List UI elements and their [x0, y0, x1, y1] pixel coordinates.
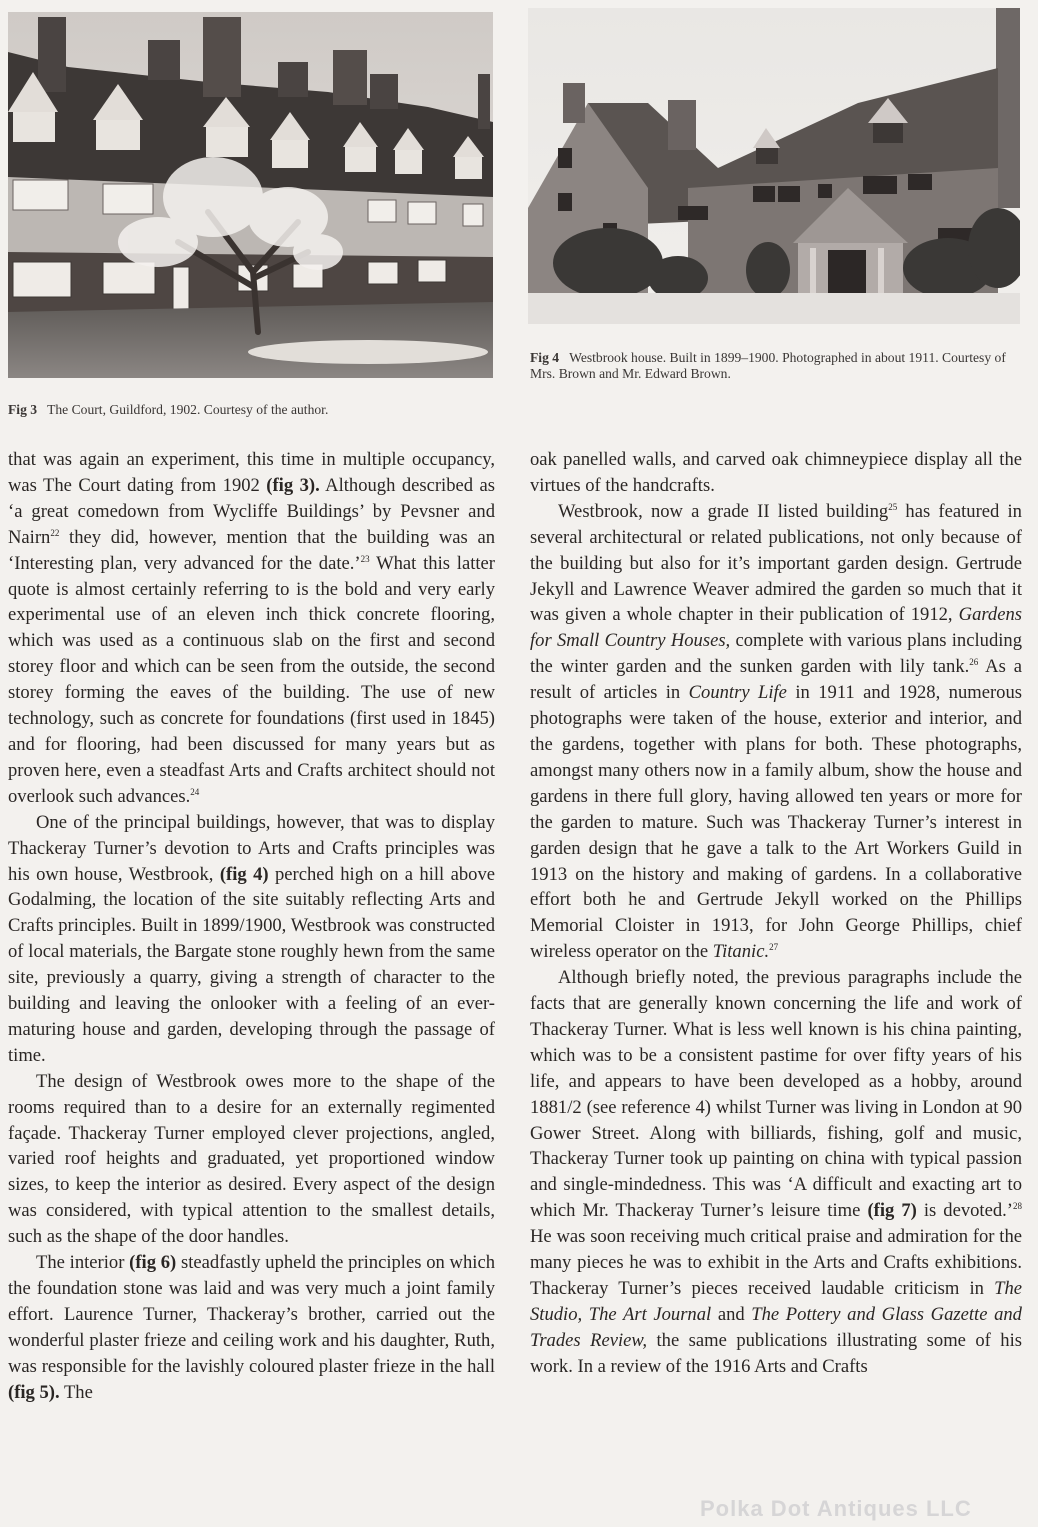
footnote-reference: 25	[888, 501, 898, 512]
right-paragraph-3	[530, 965, 1022, 1380]
figure-reference: (fig 7)	[867, 1200, 917, 1222]
footnote-reference: 26	[969, 657, 979, 668]
text-run: complete with various plans including the winter garden and the sunken garden with lily tank.	[530, 630, 1023, 678]
text-run: in 1911 and 1928, numerous photographs were taken of the house, exterior and interior, and the gardens, together with plans for both. These photographs, amongst many others now in a family album, show the house and gardens in there full glory, having allowed ten years or more for the garden to mature. Such was Thackeray Turner’s interest in garden design that he gave a talk to the Art Workers Guild in 1913 on the history and making of gardens. In a collaborative effort both he and Gertrude Jekyll worked on the Phillips Memorial Cloister in 1913, for John George Phillips, chief wireless operator on the	[530, 682, 1022, 963]
fig4-caption-text: Westbrook house. Built in 1899–1900. Photographed in about 1911. Courtesy of Mrs. Brown and Mr. Edward Brown.	[530, 350, 1006, 381]
text-run: steadfastly upheld the principles on which the foundation stone was laid and was very much a joint family effort. Laurence Turner, Thackeray’s brother, carried out the wonderful plaster frieze and ceiling work and his daughter, Ruth, was responsible for the lavishly coloured plaster frieze in the hall	[8, 1252, 495, 1377]
figure-reference: (fig 4)	[219, 863, 269, 885]
publication-title: The Studio, The Art Journal	[530, 1278, 1022, 1325]
text-run: and	[711, 1303, 752, 1325]
figure-reference: (fig 6)	[129, 1252, 177, 1274]
text-run: One of the principal buildings, however, that was to display Thackeray Turner’s devotion to Arts and Crafts principles was his own house, Westbrook,	[8, 811, 495, 885]
publication-title: The Pottery and Glass Gazette and Trades Review,	[530, 1303, 1022, 1351]
publication-title: Country Life	[688, 682, 787, 704]
text-run: Although described as ‘a great comedown from Wycliffe Buildings’ by Pevsner and Nairn	[8, 474, 496, 548]
text-run: Westbrook, now a grade II listed building	[558, 500, 889, 522]
fig4-caption	[530, 350, 1010, 382]
left-paragraph-2	[8, 810, 495, 1069]
text-run: they did, however, mention that the building was an ‘Interesting plan, very advanced for the date.’	[8, 526, 495, 574]
text-run: He was soon receiving much critical praise and admiration for the many pieces he was to exhibit in the Arts and Crafts exhibitions. Thackeray Turner’s pieces received laudable criticism in	[530, 1226, 1022, 1299]
footnote-reference: 27	[769, 942, 779, 953]
left-column	[8, 447, 495, 1406]
text-run: perched high on a hill above Godalming, the location of the site suitably reflecting Arts and Crafts principles. Built in 1899/1900, Westbrook was constructed of local materials, the Bargate stone roughly hewn from the same site, previously a quarry, giving a strength of character to the building and leaving the onlooker with a feeling of an ever-maturing house and garden, developing through the passage of time.	[8, 863, 496, 1066]
text-run: the same publications illustrating some of his work. In a review of the 1916 Arts and Crafts	[530, 1329, 1023, 1377]
fig4-photo	[528, 8, 1020, 324]
text-run: The interior	[36, 1252, 130, 1274]
right-column	[530, 447, 1022, 1380]
text-run: What this latter quote is almost certainly referring to is the bold and very early experimental use of an eleven inch thick concrete flooring, which was used as a continuous slab on the first and second storey floor and which can be seen from the outside, the second storey forming the eaves of the building. The use of new technology, such as concrete for foundations (first used in 1845) and for flooring, had been discussed for many years but as proven here, even a steadfast Arts and Crafts architect should not overlook such advances.	[8, 552, 495, 807]
figure-reference: (fig 5).	[8, 1381, 60, 1403]
left-paragraph-4	[8, 1250, 495, 1405]
text-run: is devoted.’	[916, 1200, 1013, 1222]
text-run: The	[59, 1381, 93, 1403]
fig3-label: Fig 3	[8, 402, 38, 417]
fig3-caption	[8, 402, 488, 418]
text-run: that was again an experiment, this time in multiple occupancy, was The Court dating from 1902	[8, 449, 495, 496]
publication-title: Gardens for Small Country Houses,	[530, 604, 1022, 652]
left-paragraph-3: The design of Westbrook owes more to the shape of the rooms required than to a desire for an externally regimented façade. Thackeray Turner employed clever projections, angled, varied roof heights and graduated, yet proportioned window sizes, to keep the interior as desired. Every aspect of the design was considered, with typical attention to the smallest details, such as the shape of the door handles.	[8, 1070, 495, 1248]
footnote-reference: 28	[1013, 1201, 1022, 1212]
fig4-label: Fig 4	[530, 350, 560, 365]
text-run: has featured in several architectural or related publications, not only because of the building but also for it’s important garden design. Gertrude Jekyll and Lawrence Weaver admired the garden so much that it was given a whole chapter in their publication of 1912,	[530, 500, 1022, 626]
left-paragraph-1	[8, 447, 495, 810]
figure-reference: (fig 3).	[266, 474, 320, 496]
text-run: As a result of articles in	[530, 656, 1022, 704]
ship-name: Titanic.	[712, 941, 770, 963]
text-run: Although briefly noted, the previous paragraphs include the facts that are generally known concerning the life and work of Thackeray Turner. What is less well known is his china painting, which was to be a consistent pastime for over fifty years of his life, and appears to have been developed as a hobby, around 1881/2 (see reference 4) whilst Turner was living in London at 90 Gower Street. Along with billiards, fishing, golf and music, Thackeray Turner took up painting on china with typical passion and single-mindedness. This was ‘A difficult and exacting art to which Mr. Thackeray Turner’s leisure time	[530, 967, 1022, 1222]
right-paragraph-1: oak panelled walls, and carved oak chimneypiece display all the virtues of the handcrafts.	[530, 449, 1022, 496]
footnote-reference: 24	[190, 786, 200, 797]
fig3-caption-text: The Court, Guildford, 1902. Courtesy of the author.	[47, 402, 329, 417]
fig3-photo	[8, 12, 493, 378]
watermark: Polka Dot Antiques LLC	[700, 1496, 972, 1521]
footnote-reference: 22	[50, 527, 60, 538]
right-paragraph-2	[530, 499, 1022, 965]
footnote-reference: 23	[360, 553, 370, 564]
